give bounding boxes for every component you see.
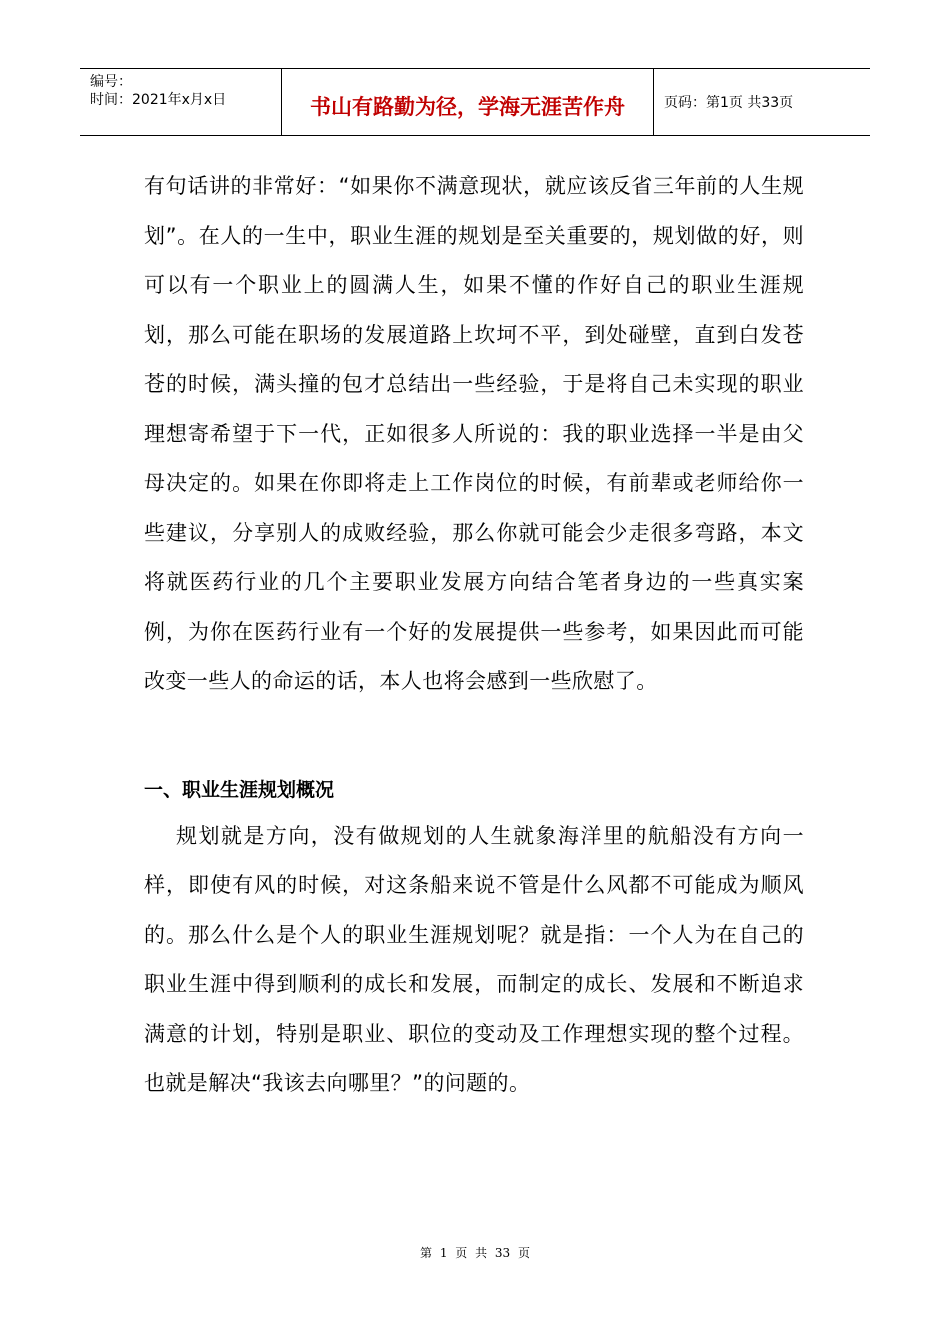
document-number-label: 编号： <box>90 74 132 90</box>
intro-paragraph: 有句话讲的非常好：“如果你不满意现状，就应该反省三年前的人生规划”。在人的一生中，职业生涯的规划是至关重要的，规划做的好，则可以有一个职业上的圆满人生，如果不懂的作好自己的职业生涯规划，那么可能在职场的发展道路上坎坷不平，到处碰壁，直到白发苍苍的时候，满头撞的包才总结出一些经验，于是将自己未实现的职业理想寄希望于下一代，正如很多人所说的：我的职业选择一半是由父母决定的。如果在你即将走上工作岗位的时候，有前辈或老师给你一些建议，分享别人的成败经验，那么你就可能会少走很多弯路，本文将就医药行业的几个主要职业发展方向结合笔者身边的一些真实案例，为你在医药行业有一个好的发展提供一些参考，如果因此而可能改变一些人的命运的话，本人也将会感到一些欣慰了。 <box>144 174 804 693</box>
section-paragraph: 规划就是方向，没有做规划的人生就象海洋里的航船没有方向一样，即使有风的时候，对这条船来说不管是什么风都不可能成为顺风的。那么什么是个人的职业生涯规划呢？就是指：一个人为在自己的职业生涯中得到顺利的成长和发展，而制定的成长、发展和不断追求满意的计划，特别是职业、职位的变动及工作理想实现的整个过程。也就是解决“我该去向哪里？”的问题的。 <box>144 823 804 1095</box>
document-body <box>144 162 804 1109</box>
header-motto: 书山有路勤为径，学海无涯苦作舟 <box>282 69 654 135</box>
document-date: 时间：2021年x月x日 <box>90 92 227 108</box>
header-page-info: 页码：第1页 共33页 <box>664 95 794 111</box>
page-footer: 第 1 页 共 33 页 <box>420 1246 530 1260</box>
document-header <box>80 68 870 136</box>
section-title: 一、职业生涯规划概况 <box>144 778 335 801</box>
header-meta <box>80 69 282 135</box>
